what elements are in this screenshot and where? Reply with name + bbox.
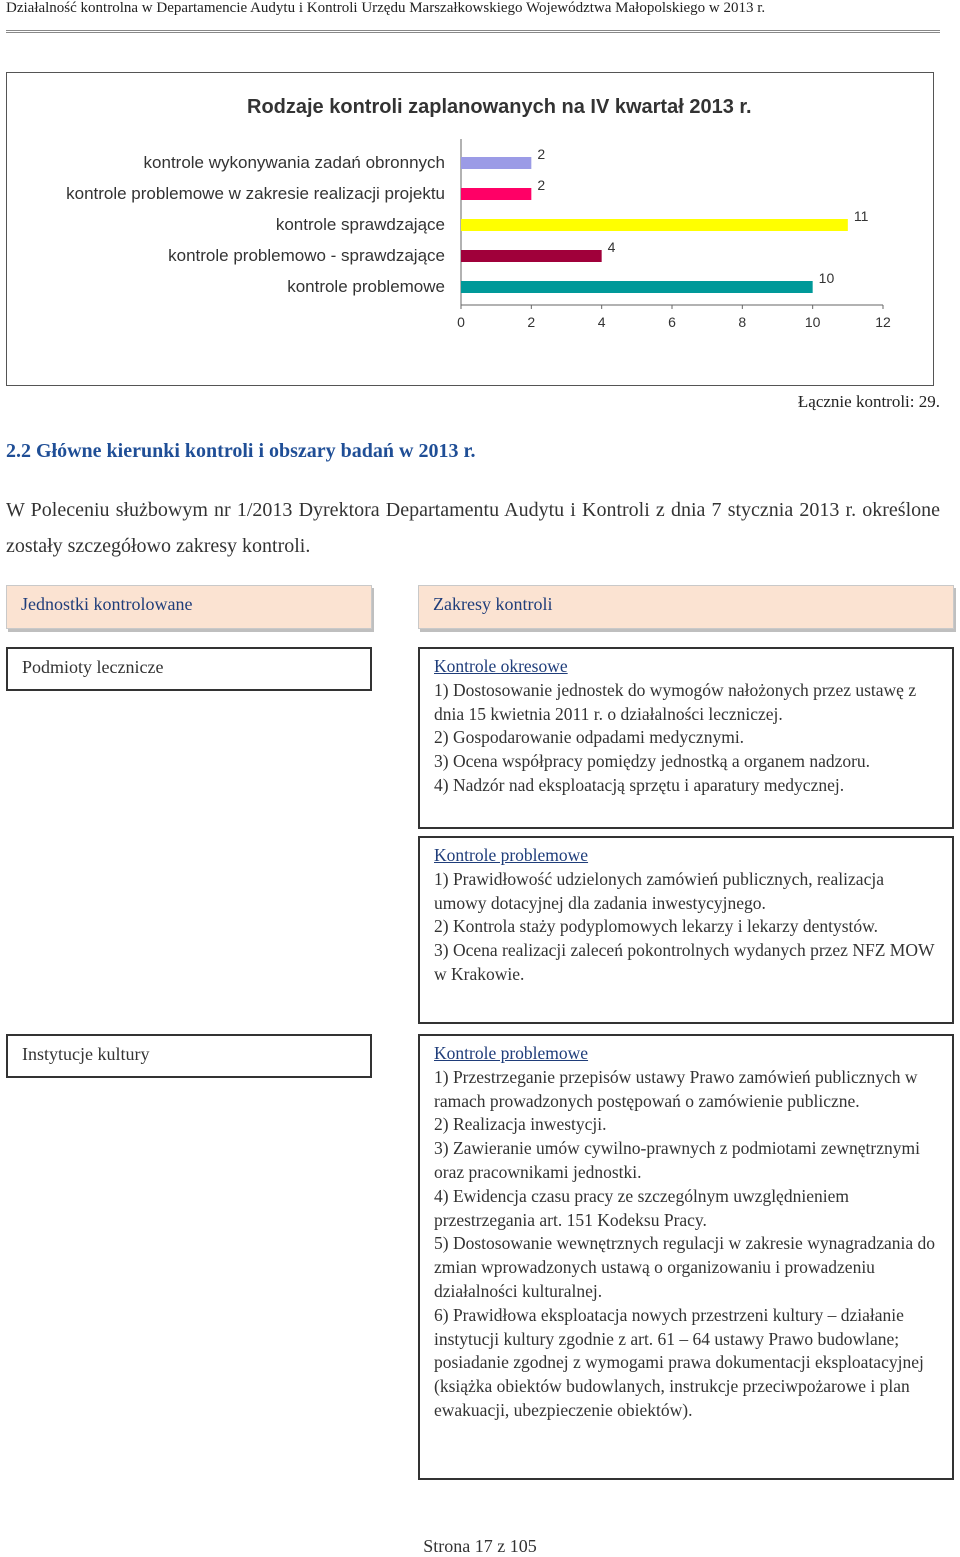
scope-item: 1) Dostosowanie jednostek do wymogów nałożonych przez ustawę z dnia 15 kwietnia 2011 r. o działalności leczniczej. [434,679,917,724]
scope-item: 6) Prawidłowa eksploatacja nowych przestrzeni kultury – działanie instytucji kultury zgodnie z art. 61 – 64 ustawy Prawo budowlane; posiadanie zgodnej z wymogami prawa dokumentacji eksploatacyjnej (książka obiektów budowlanych, instrukcje przeciwpożarowe i plan ewakuacji, ubezpieczenie obiektów). [434,1304,924,1420]
table-header-units: Jednostki kontrolowane [6,585,372,629]
bar-value-label: 4 [607,239,616,255]
scope-item: 1) Przestrzeganie przepisów ustawy Prawo zamówień publicznych w ramach prowadzonych postępowań o zamówienie publiczne. [434,1066,918,1111]
bar-value-label: 10 [818,270,835,286]
section-heading: 2.2 Główne kierunki kontroli i obszary badań w 2013 r. [6,440,476,462]
intro-paragraph: W Poleceniu służbowym nr 1/2013 Dyrektora Departamentu Audytu i Kontroli z dnia 7 stycznia 2013 r. określone zostały szczegółowo zakresy kontroli. [6,499,940,557]
scope-title: Kontrole okresowe [434,656,568,676]
x-tick-label: 6 [668,314,676,330]
scope-item: 2) Realizacja inwestycji. [434,1114,607,1135]
category-label: kontrole problemowe w zakresie realizacji projektu [66,184,445,203]
scope-item: 4) Ewidencja czasu pracy ze szczególnym uwzględnieniem przestrzegania art. 151 Kodeksu Pracy. [434,1185,849,1230]
scope-title: Kontrole problemowe [434,1043,589,1063]
x-tick-label: 8 [738,314,747,330]
bar-chart-svg [7,73,933,385]
bar-value-label: 2 [537,177,546,193]
scope-block-problem-culture [418,1034,954,1480]
bar [461,250,602,262]
x-tick-label: 12 [875,314,891,330]
bar [461,157,531,169]
scope-item: 3) Zawieranie umów cywilno-prawnych z podmiotami zewnętrznymi oraz pracownikami jednostki. [434,1138,920,1182]
scope-block-problem-medical [418,836,954,1024]
bar [461,219,848,231]
table-header-scopes: Zakresy kontroli [418,585,954,629]
x-tick-label: 4 [597,314,606,330]
scope-item: 2) Kontrola staży podyplomowych lekarzy i lekarzy dentystów. [434,916,879,937]
scope-item: 3) Ocena realizacji zaleceń pokontrolnych wydanych przez NFZ MOW w Krakowie. [434,940,935,984]
scope-item: 1) Prawidłowość udzielonych zamówień publicznych, realizacja umowy dotacyjnej dla zadania inwestycyjnego. [434,868,884,913]
scope-item: 4) Nadzór nad eksploatacją sprzętu i aparatury medycznej. [434,774,845,795]
scope-title: Kontrole problemowe [434,845,589,865]
x-tick-label: 2 [527,314,536,330]
bar-value-label: 11 [853,208,869,224]
total-controls: Łącznie kontroli: 29. [797,392,940,411]
category-label: kontrole sprawdzające [275,215,445,234]
chart-title: Rodzaje kontroli zaplanowanych na IV kwartał 2013 r. [247,96,752,118]
bar-chart [6,72,934,386]
page-number: Strona 17 z 105 [423,1536,537,1556]
category-label: kontrole wykonywania zadań obronnych [143,153,445,172]
scope-block-periodic [418,647,954,829]
bar [461,188,531,200]
category-label: kontrole problemowe [287,277,445,296]
unit-medical-entities: Podmioty lecznicze [6,647,372,691]
bar [461,281,813,293]
x-tick-label: 10 [804,314,821,330]
scope-item: 5) Dostosowanie wewnętrznych regulacji w zakresie wynagradzania do zmian wprowadzonych ustawą o organizowaniu i prowadzeniu działalności kulturalnej. [434,1233,935,1301]
running-header: Działalność kontrolna w Departamencie Audytu i Kontroli Urzędu Marszałkowskiego Województwa Małopolskiego w 2013 r. [6,0,766,16]
category-label: kontrole problemowo - sprawdzające [168,246,445,265]
bar-value-label: 2 [537,146,546,162]
x-tick-label: 0 [457,314,465,330]
header-rule [6,30,940,33]
scope-item: 3) Ocena współpracy pomiędzy jednostką a organem nadzoru. [434,751,871,772]
scope-item: 2) Gospodarowanie odpadami medycznymi. [434,727,745,748]
unit-culture-institutions: Instytucje kultury [6,1034,372,1078]
